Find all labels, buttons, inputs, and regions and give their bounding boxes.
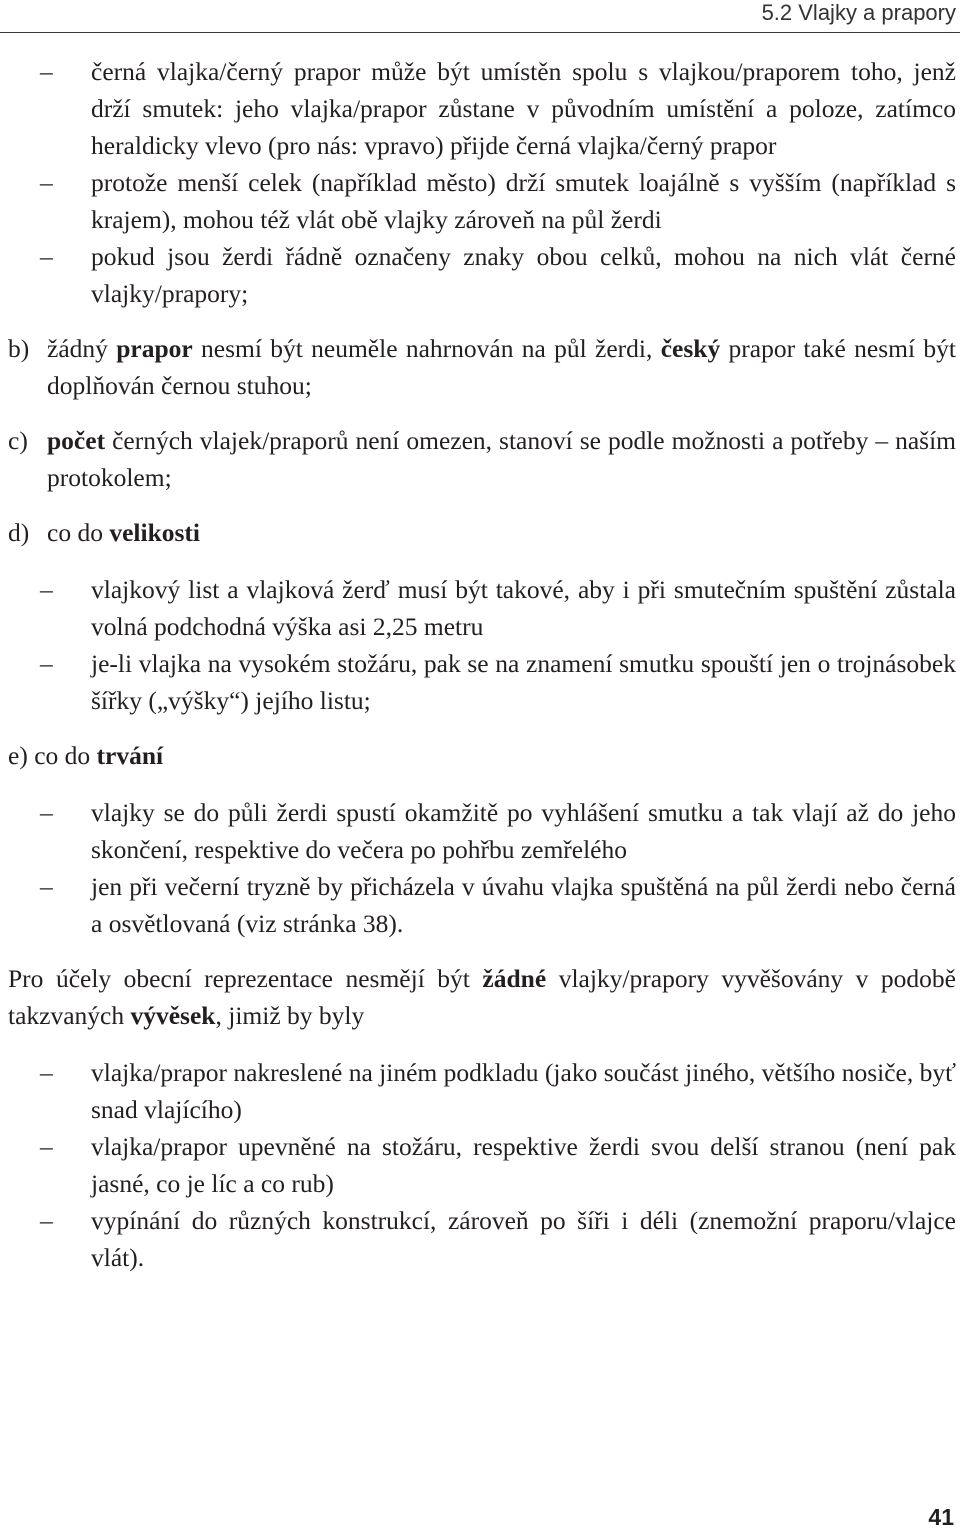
running-head-title: 5.2 Vlajky a prapory (761, 0, 956, 25)
item-text: nesmí být neuměle nahrnován na půl žerdi, (192, 334, 661, 363)
item-d (8, 514, 956, 551)
list-item-text: vlajka/prapor nakreslené na jiném podkladu (jako součást jiného, většího nosiče, byť snad vlajícího) (91, 1058, 956, 1124)
dash-bullet: – (40, 575, 53, 604)
item-text: co do (34, 741, 97, 770)
item-text: černých vlajek/praporů není omezen, stanoví se podle možnosti a potřeby – naším protokolem; (47, 426, 956, 492)
list-item-text: jen při večerní tryzně by přicházela v úvahu vlajka spuštěná na půl žerdi nebo černá a osvětlovaná (viz stránka 38). (91, 872, 956, 938)
page-number: 41 (928, 1504, 954, 1530)
list-item (8, 571, 956, 645)
dash-bullet: – (40, 1206, 53, 1235)
list-item (8, 238, 956, 312)
item-emphasis: prapor (116, 334, 193, 363)
list-item (8, 53, 956, 164)
list-item (8, 794, 956, 868)
page-body (8, 53, 956, 1276)
dash-bullet: – (40, 57, 53, 86)
item-marker: b) (8, 334, 30, 363)
item-marker: d) (8, 518, 30, 547)
dash-bullet: – (40, 242, 53, 271)
list-item-text: vlajka/prapor upevněné na stožáru, respektive žerdi svou delší stranou (není pak jasné, co je líc a co rub) (91, 1132, 956, 1198)
dash-bullet: – (40, 168, 53, 197)
item-c (8, 422, 956, 496)
item-text: žádný (47, 334, 117, 363)
item-text: prapor také nesmí být doplňován černou stuhou; (47, 334, 956, 400)
closing-paragraph (8, 960, 956, 1034)
list-item-text: černá vlajka/černý prapor může být umístěn spolu s vlajkou/praporem toho, jenž drží smutek: jeho vlajka/prapor zůstane v původním umístění a poloze, zatímco heraldicky vlevo (pro nás: vpravo) přijde černá vlajka/černý prapor (91, 57, 956, 160)
dash-bullet: – (40, 1132, 53, 1161)
list-item (8, 868, 956, 942)
dash-bullet: – (40, 649, 53, 678)
list-item (8, 1054, 956, 1128)
list-item-text: je-li vlajka na vysokém stožáru, pak se na znamení smutku spouští jen o trojnásobek šířky („výšky“) jejího listu; (91, 649, 956, 715)
dash-bullet: – (40, 798, 53, 827)
list-item-text: vypínání do různých konstrukcí, zároveň po šíři i déli (znemožní praporu/vlajce vlát). (91, 1206, 956, 1272)
dash-bullet: – (40, 872, 53, 901)
paragraph-text: , jimiž by byly (215, 1001, 365, 1030)
list-item (8, 164, 956, 238)
list-item (8, 1202, 956, 1276)
list-item (8, 645, 956, 719)
item-emphasis: velikosti (109, 518, 200, 547)
item-e (8, 737, 956, 774)
item-text: co do (47, 518, 110, 547)
list-item-text: protože menší celek (například město) drží smutek loajálně s vyšším (například s krajem), mohou též vlát obě vlajky zároveň na půl žerdi (91, 168, 956, 234)
item-b (8, 330, 956, 404)
item-emphasis: český (660, 334, 721, 363)
list-item-text: vlajky se do půli žerdi spustí okamžitě po vyhlášení smutku a tak vlají až do jeho skončení, respektive do večera po pohřbu zemřelého (91, 798, 956, 864)
list-item (8, 1128, 956, 1202)
paragraph-text: Pro účely obecní reprezentace nesmějí být (8, 964, 483, 993)
item-marker: e) (8, 741, 28, 770)
item-marker: c) (8, 426, 28, 455)
paragraph-emphasis: žádné (482, 964, 547, 993)
running-head (0, 0, 960, 33)
list-item-text: pokud jsou žerdi řádně označeny znaky obou celků, mohou na nich vlát černé vlajky/prapory; (91, 242, 956, 308)
list-item-text: vlajkový list a vlajková žerď musí být takové, aby i při smutečním spuštění zůstala volná podchodná výška asi 2,25 metru (91, 575, 956, 641)
paragraph-emphasis: vývěsek (130, 1001, 216, 1030)
dash-bullet: – (40, 1058, 53, 1087)
paragraph-text: vlajky/prapory vyvěšovány v podobě takzvaných (8, 964, 956, 1030)
item-emphasis: počet (47, 426, 106, 455)
item-emphasis: trvání (96, 741, 164, 770)
